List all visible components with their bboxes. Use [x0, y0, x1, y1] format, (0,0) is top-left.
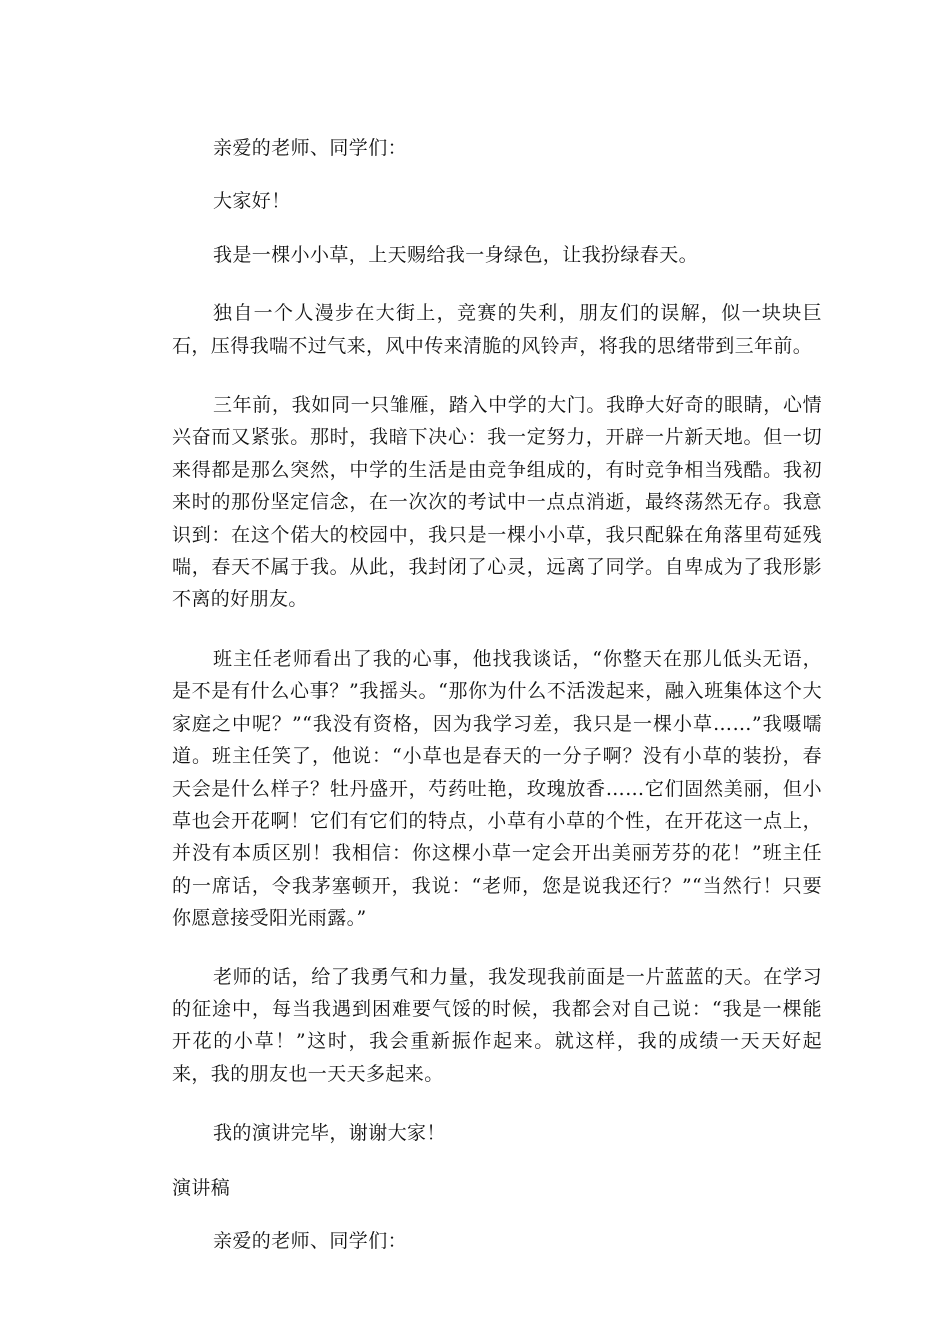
- second-greeting-paragraph: 亲爱的老师、同学们：: [213, 1229, 408, 1252]
- speech-document: [172, 132, 822, 1257]
- hello-paragraph: 大家好！: [213, 190, 291, 213]
- ending-paragraph: 我的演讲完毕，谢谢大家！: [213, 1122, 446, 1145]
- speech-heading: 演讲稿: [172, 1176, 231, 1199]
- past-paragraph: 三年前，我如同一只雏雁，踏入中学的大门。我睁大好奇的眼睛，心情兴奋而又紧张。那时，我暗下决心：我一定努力，开辟一片新天地。但一切来得都是那么突然，中学的生活是由竞争组成的，有时竞争相当残酷。我初来时的那份坚定信念，在一次次的考试中一点点消逝，最终荡然无存。我意识到：在这个偌大的校园中，我只是一棵小小草，我只配躲在角落里苟延残喘，春天不属于我。从此，我封闭了心灵，远离了同学。自卑成为了我形影不离的好朋友。: [172, 394, 822, 611]
- walk-paragraph: 独自一个人漫步在大街上，竞赛的失利，朋友们的误解，似一块块巨石，压得我喘不过气来，风中传来清脆的风铃声，将我的思绪带到三年前。: [172, 302, 822, 357]
- teacher-paragraph: 班主任老师看出了我的心事，他找我谈话，“你整天在那儿低头无语，是不是有什么心事？”我摇头。“那你为什么不活泼起来，融入班集体这个大家庭之中呢？”“我没有资格，因为我学习差，我只是一棵小草……”我嗫嚅道。班主任笑了，他说：“小草也是春天的一分子啊？没有小草的装扮，春天会是什么样子？牡丹盛开，芍药吐艳，玫瑰放香……它们固然美丽，但小草也会开花啊！它们有它们的特点，小草有小草的个性，在开花这一点上，并没有本质区别！我相信：你这棵小草一定会开出美丽芳芬的花！”班主任的一席话，令我茅塞顿开，我说：“老师，您是说我还行？”“当然行！只要你愿意接受阳光雨露。”: [172, 647, 822, 930]
- greeting-paragraph: 亲爱的老师、同学们：: [213, 137, 408, 159]
- intro-paragraph: 我是一棵小小草，上天赐给我一身绿色，让我扮绿春天。: [213, 243, 699, 266]
- courage-paragraph: 老师的话，给了我勇气和力量，我发现我前面是一片蓝蓝的天。在学习的征途中，每当我遇到困难要气馁的时候，我都会对自己说：“我是一棵能开花的小草！”这时，我会重新振作起来。就这样，我的成绩一天天好起来，我的朋友也一天天多起来。: [172, 965, 822, 1085]
